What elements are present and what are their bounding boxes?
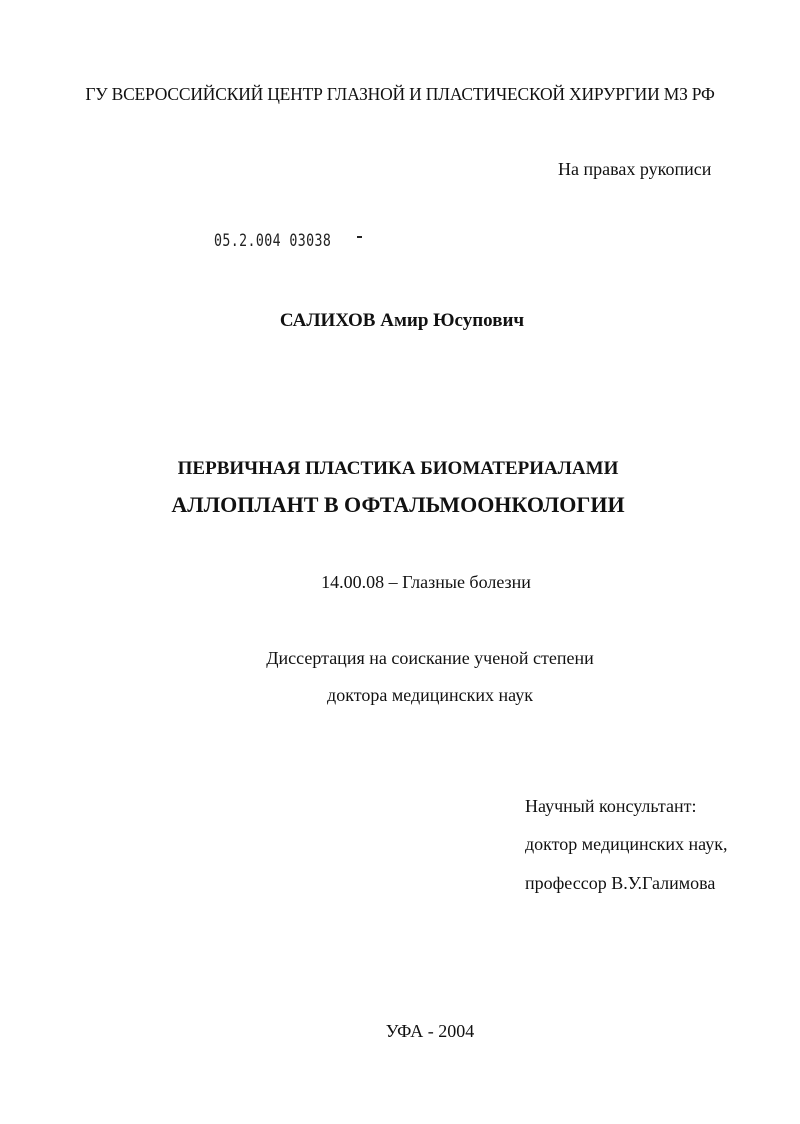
consultant-label: Научный консультант: xyxy=(525,796,697,816)
consultant-degree: доктор медицинских наук, xyxy=(525,834,728,854)
degree-statement-line-2: доктора медицинских наук xyxy=(327,685,533,705)
specialty-code: 14.00.08 – Глазные болезни xyxy=(321,572,531,592)
dissertation-title-line-2: АЛЛОПЛАНТ В ОФТАЛЬМООНКОЛОГИИ xyxy=(171,492,625,517)
dissertation-title-line-1: ПЕРВИЧНАЯ ПЛАСТИКА БИОМАТЕРИАЛАМИ xyxy=(177,458,619,479)
registration-stamp: 05.2.004 03038 xyxy=(214,231,332,251)
consultant-name: профессор В.У.Галимова xyxy=(525,873,716,893)
city-year: УФА - 2004 xyxy=(385,1021,475,1041)
author-name: САЛИХОВ Амир Юсупович xyxy=(279,310,525,331)
institution-header: ГУ ВСЕРОССИЙСКИЙ ЦЕНТР ГЛАЗНОЙ И ПЛАСТИЧЕСКОЙ ХИРУРГИИ МЗ РФ xyxy=(85,84,715,104)
rights-notice: На правах рукописи xyxy=(558,159,712,179)
degree-statement-line-1: Диссертация на соискание ученой степени xyxy=(266,648,594,668)
stamp-mark xyxy=(357,236,362,238)
